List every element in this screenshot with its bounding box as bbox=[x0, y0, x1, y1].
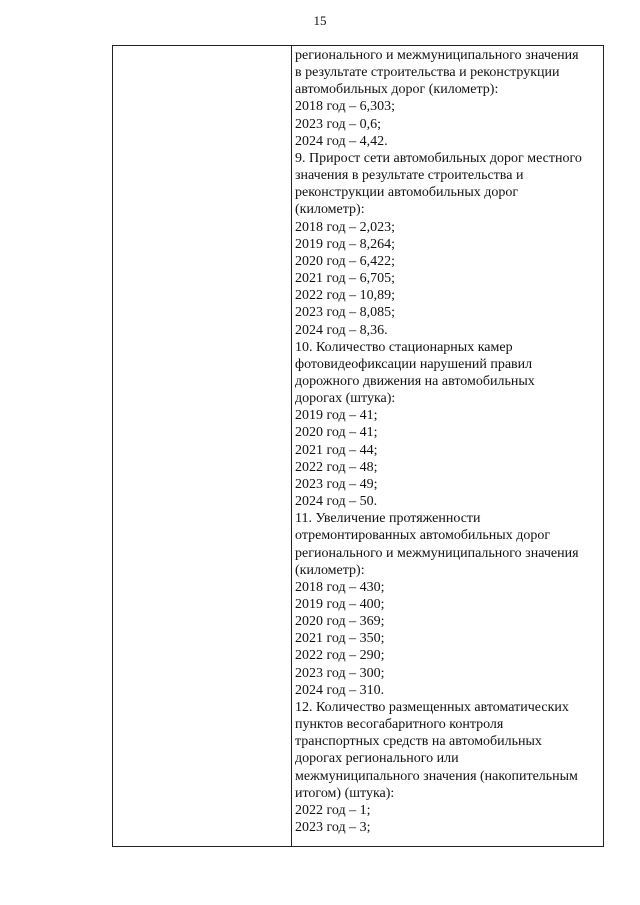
table-text-line: регионального и межмуниципального значения bbox=[295, 48, 579, 63]
table-text-line: реконструкции автомобильных дорог bbox=[295, 185, 519, 201]
table-text-line: 2020 год – 6,422; bbox=[295, 253, 396, 269]
page-number: 15 bbox=[313, 13, 327, 28]
table-text-line: в результате строительства и реконструкции bbox=[295, 65, 560, 81]
table-text-line: 2019 год – 41; bbox=[295, 408, 378, 424]
table-text-line: значения в результате строительства и bbox=[295, 168, 524, 184]
table-text-line: дорогах регионального или bbox=[295, 751, 459, 767]
table-text-line: дорогах (штука): bbox=[295, 391, 396, 407]
table-text-line: 2023 год – 8,085; bbox=[295, 305, 396, 321]
table-text-line: межмуниципального значения (накопительным bbox=[295, 768, 578, 784]
table-text-line: 2020 год – 41; bbox=[295, 425, 378, 441]
table-text-line: 12. Количество размещенных автоматических bbox=[295, 699, 569, 715]
table-text-line: 10. Количество стационарных камер bbox=[295, 339, 513, 355]
table-text-line: транспортных средств на автомобильных bbox=[295, 734, 542, 750]
table-text-line: (километр): bbox=[295, 562, 365, 578]
table-text-line: 2023 год – 49; bbox=[295, 476, 378, 492]
table-left-column bbox=[113, 46, 292, 846]
table-text-line: автомобильных дорог (километр): bbox=[295, 82, 499, 98]
table-text-line: 2024 год – 4,42. bbox=[295, 133, 388, 149]
table-text-line: 2018 год – 2,023; bbox=[295, 219, 396, 235]
table-text-line: 2023 год – 300; bbox=[295, 665, 385, 681]
table-text-line: 2020 год – 369; bbox=[295, 614, 385, 630]
table-text-line: 2019 год – 400; bbox=[295, 597, 385, 612]
table-text-line: 2022 год – 1; bbox=[295, 802, 371, 818]
table-text-line: регионального и межмуниципального значения bbox=[295, 545, 579, 561]
table-text-line: 2022 год – 10,89; bbox=[295, 288, 396, 304]
table-text-line: 2022 год – 48; bbox=[295, 459, 378, 475]
table-text-line: дорожного движения на автомобильных bbox=[295, 373, 535, 389]
table-text-line: 2021 год – 6,705; bbox=[295, 271, 396, 287]
table-text-line: 2024 год – 310. bbox=[295, 682, 385, 698]
table-text-line: 2018 год – 430; bbox=[295, 579, 385, 595]
table-text-line: 11. Увеличение протяженности bbox=[295, 511, 481, 527]
table-text-line: (километр): bbox=[295, 202, 365, 218]
table-text-line: 2021 год – 350; bbox=[295, 631, 385, 647]
document-table bbox=[112, 45, 604, 847]
table-text-line: 9. Прирост сети автомобильных дорог местного bbox=[295, 150, 582, 166]
table-text-line: отремонтированных автомобильных дорог bbox=[295, 528, 551, 544]
table-text-line: фотовидеофиксации нарушений правил bbox=[295, 356, 533, 372]
table-text-line: 2023 год – 0,6; bbox=[295, 116, 382, 132]
table-text-line: пунктов весогабаритного контроля bbox=[295, 717, 504, 733]
table-text-line: итогом) (штука): bbox=[295, 785, 395, 801]
table-text-line: 2022 год – 290; bbox=[295, 648, 385, 664]
table-text-line: 2019 год – 8,264; bbox=[295, 236, 396, 252]
table-text-line: 2024 год – 8,36. bbox=[295, 322, 388, 338]
table-right-column bbox=[292, 46, 603, 846]
table-text-line: 2018 год – 6,303; bbox=[295, 99, 396, 115]
table-text-line: 2024 год – 50. bbox=[295, 494, 378, 510]
table-text-line: 2021 год – 44; bbox=[295, 442, 378, 458]
table-text-line: 2023 год – 3; bbox=[295, 820, 371, 836]
